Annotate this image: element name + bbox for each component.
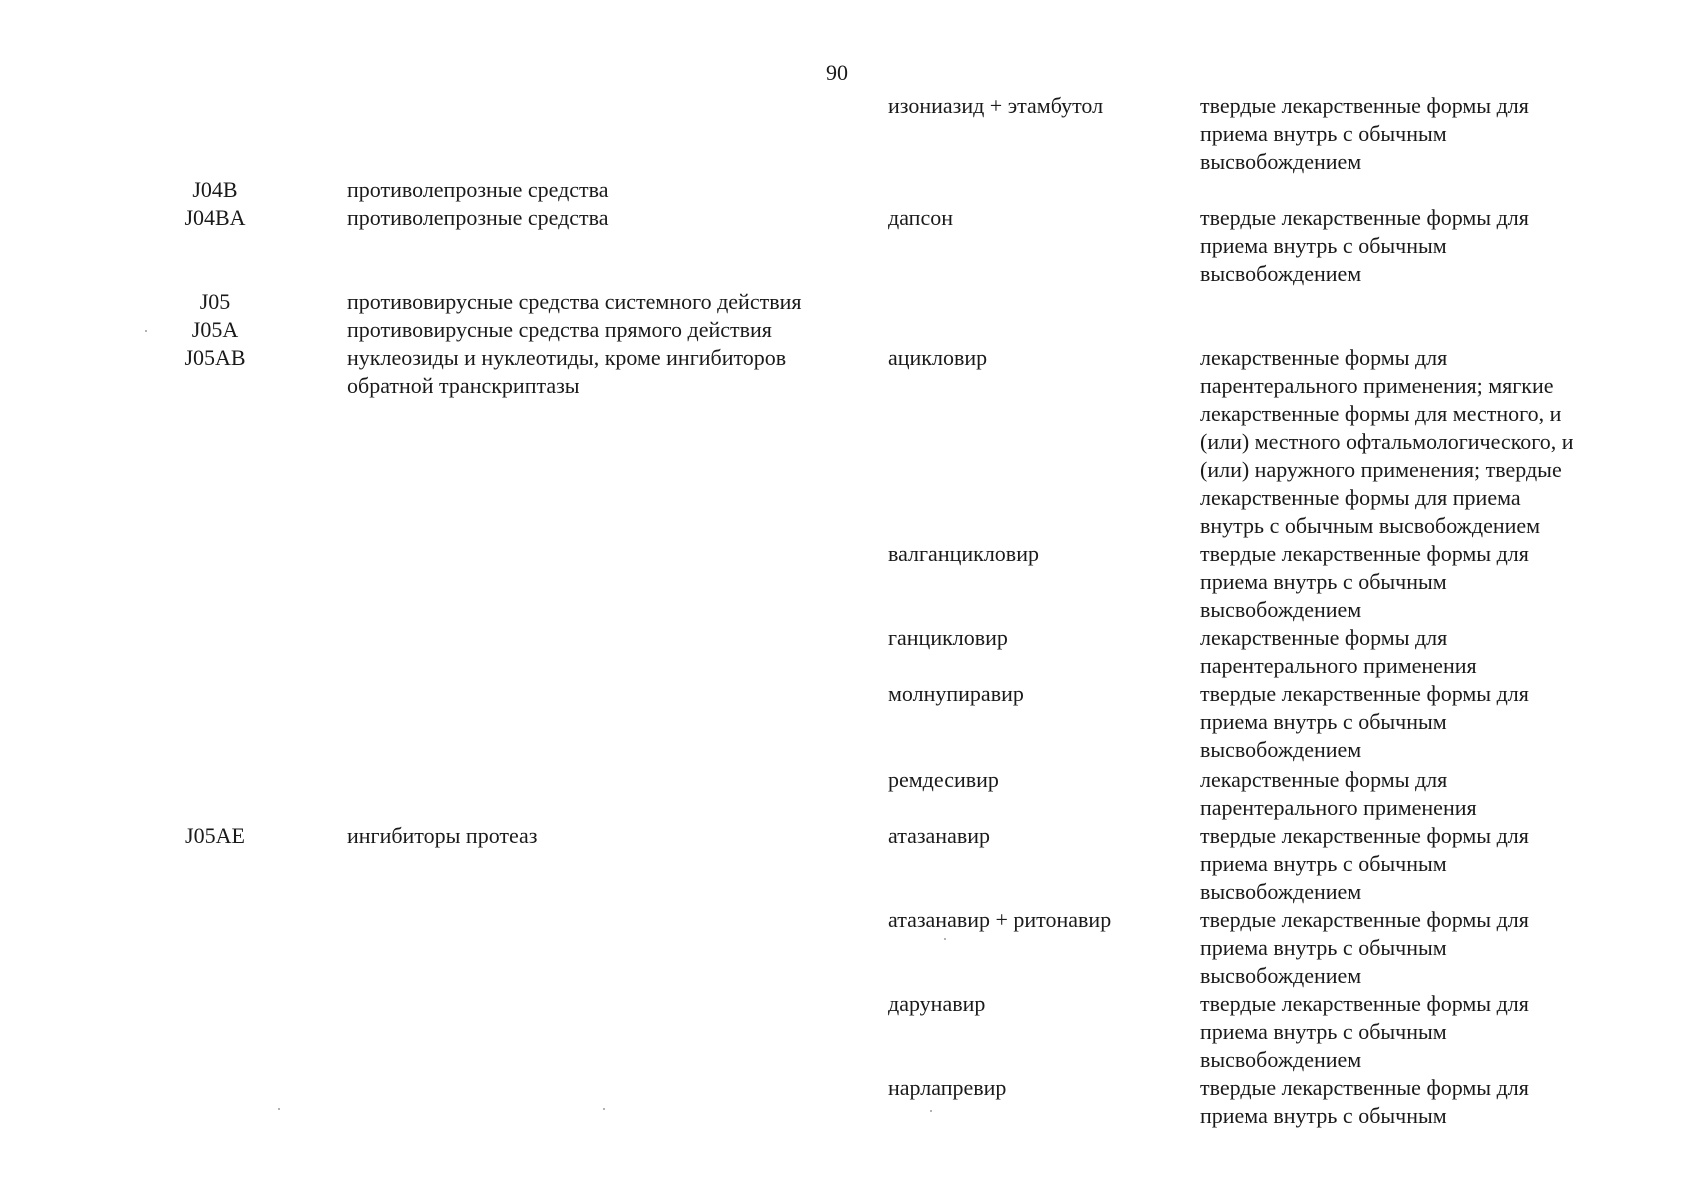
dosage-form-line: высвобождением bbox=[1200, 261, 1362, 286]
dosage-form-line: твердые лекарственные формы для bbox=[1200, 907, 1529, 932]
drug-name: ацикловир bbox=[888, 345, 988, 370]
drug-name: изониазид + этамбутол bbox=[888, 93, 1104, 118]
drug-name: ганцикловир bbox=[888, 625, 1008, 650]
dosage-form-line: лекарственные формы для bbox=[1200, 767, 1448, 792]
dosage-form-line: приема внутрь с обычным bbox=[1200, 709, 1447, 734]
dosage-form-line: приема внутрь с обычным bbox=[1200, 1103, 1447, 1128]
dosage-form-line: (или) наружного применения; твердые bbox=[1200, 457, 1562, 482]
scan-speck bbox=[603, 1108, 605, 1110]
page-number: 90 bbox=[826, 60, 848, 85]
atc-group-name: обратной транскриптазы bbox=[347, 373, 580, 398]
dosage-form-line: (или) местного офтальмологического, и bbox=[1200, 429, 1574, 454]
dosage-form-line: приема внутрь с обычным bbox=[1200, 935, 1447, 960]
dosage-form-line: твердые лекарственные формы для bbox=[1200, 1075, 1529, 1100]
atc-code: J05 bbox=[199, 289, 231, 314]
dosage-form-line: приема внутрь с обычным bbox=[1200, 1019, 1447, 1044]
dosage-form-line: лекарственные формы для bbox=[1200, 345, 1448, 370]
atc-group-name: противолепрозные средства bbox=[347, 205, 609, 230]
drug-name: атазанавир + ритонавир bbox=[888, 907, 1112, 932]
atc-code: J05AE bbox=[185, 823, 245, 848]
dosage-form-line: парентерального применения bbox=[1200, 795, 1477, 820]
drug-name: валганцикловир bbox=[888, 541, 1039, 566]
scan-speck bbox=[930, 1110, 932, 1112]
dosage-form-line: внутрь с обычным высвобождением bbox=[1200, 513, 1541, 538]
drug-name: ремдесивир bbox=[888, 767, 999, 792]
dosage-form-line: приема внутрь с обычным bbox=[1200, 233, 1447, 258]
drug-name: дарунавир bbox=[888, 991, 986, 1016]
dosage-form-line: парентерального применения bbox=[1200, 653, 1477, 678]
atc-code: J04BA bbox=[184, 205, 246, 230]
atc-code: J05A bbox=[191, 317, 239, 342]
dosage-form-line: твердые лекарственные формы для bbox=[1200, 93, 1529, 118]
dosage-form-line: приема внутрь с обычным bbox=[1200, 121, 1447, 146]
drug-name: нарлапревир bbox=[888, 1075, 1007, 1100]
drug-name: атазанавир bbox=[888, 823, 990, 848]
dosage-form-line: твердые лекарственные формы для bbox=[1200, 991, 1529, 1016]
dosage-form-line: высвобождением bbox=[1200, 597, 1362, 622]
atc-code: J04B bbox=[192, 177, 238, 202]
scan-speck bbox=[278, 1108, 280, 1110]
dosage-form-line: твердые лекарственные формы для bbox=[1200, 681, 1529, 706]
atc-group-name: нуклеозиды и нуклеотиды, кроме ингибиторов bbox=[347, 345, 787, 370]
dosage-form-line: высвобождением bbox=[1200, 879, 1362, 904]
drug-name: дапсон bbox=[888, 205, 953, 230]
dosage-form-line: твердые лекарственные формы для bbox=[1200, 205, 1529, 230]
atc-group-name: противолепрозные средства bbox=[347, 177, 609, 202]
dosage-form-line: лекарственные формы для bbox=[1200, 625, 1448, 650]
dosage-form-line: приема внутрь с обычным bbox=[1200, 569, 1447, 594]
atc-group-name: противовирусные средства прямого действия bbox=[347, 317, 772, 342]
dosage-form-line: высвобождением bbox=[1200, 1047, 1362, 1072]
atc-code: J05AB bbox=[184, 345, 246, 370]
scan-speck bbox=[944, 938, 946, 940]
dosage-form-line: приема внутрь с обычным bbox=[1200, 851, 1447, 876]
dosage-form-line: высвобождением bbox=[1200, 963, 1362, 988]
atc-group-name: противовирусные средства системного действия bbox=[347, 289, 802, 314]
dosage-form-line: твердые лекарственные формы для bbox=[1200, 541, 1529, 566]
dosage-form-line: высвобождением bbox=[1200, 149, 1362, 174]
dosage-form-line: лекарственные формы для приема bbox=[1200, 485, 1521, 510]
scan-speck bbox=[145, 330, 147, 332]
atc-group-name: ингибиторы протеаз bbox=[347, 823, 538, 848]
dosage-form-line: твердые лекарственные формы для bbox=[1200, 823, 1529, 848]
drug-name: молнупиравир bbox=[888, 681, 1024, 706]
dosage-form-line: лекарственные формы для местного, и bbox=[1200, 401, 1562, 426]
dosage-form-line: высвобождением bbox=[1200, 737, 1362, 762]
dosage-form-line: парентерального применения; мягкие bbox=[1200, 373, 1554, 398]
